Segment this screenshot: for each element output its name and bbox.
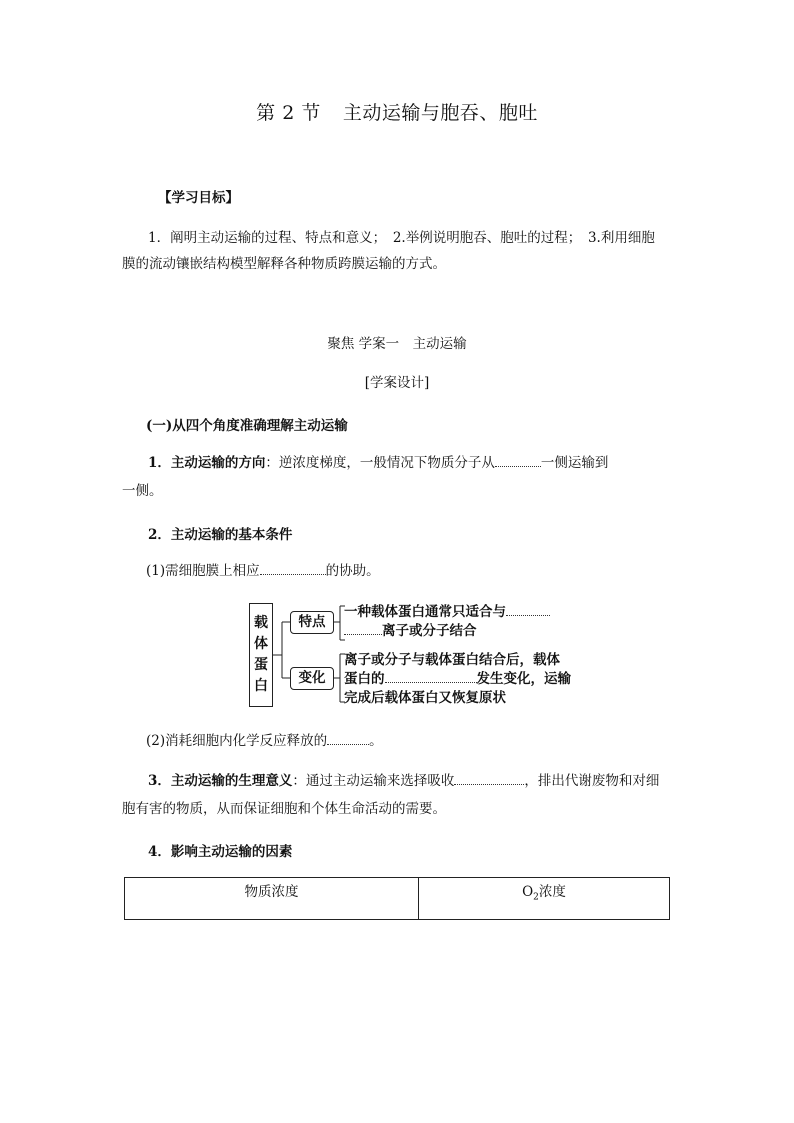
change-text-2a: 蛋白的 bbox=[344, 671, 385, 687]
item2-heading: 2．主动运输的基本条件 bbox=[148, 527, 293, 543]
table-header-cell bbox=[125, 878, 419, 920]
item2-sub2-text-b: 。 bbox=[369, 733, 383, 749]
change-line-3: 完成后载体蛋白又恢复原状 bbox=[344, 690, 506, 706]
diagram-root-char: 白 bbox=[254, 678, 268, 694]
substance-concentration-header: 物质浓度 bbox=[244, 884, 299, 900]
objectives-line-1: 1．阐明主动运输的过程、特点和意义； 2.举例说明胞吞、胞吐的过程； 3.利用细胞 bbox=[148, 230, 655, 246]
item1-text-b: 一侧运输到 bbox=[540, 455, 609, 471]
diagram-root-char: 载 bbox=[254, 615, 268, 631]
objectives-heading: 【学习目标】 bbox=[158, 190, 239, 206]
fill-blank[interactable] bbox=[385, 670, 477, 683]
fill-blank[interactable] bbox=[344, 622, 382, 635]
fill-blank[interactable] bbox=[454, 772, 524, 785]
feature-text-1: 一种载体蛋白通常只适合与 bbox=[344, 604, 506, 620]
factors-table bbox=[124, 877, 670, 920]
item4-heading: 4．影响主动运输的因素 bbox=[148, 844, 293, 860]
item3-line-1 bbox=[148, 768, 659, 794]
part1-heading: (一)从四个角度准确理解主动运输 bbox=[146, 418, 348, 434]
item1-line-2: 一侧。 bbox=[122, 483, 163, 499]
change-text-2b: 发生变化，运输 bbox=[476, 671, 571, 687]
item3-label: 3．主动运输的生理意义 bbox=[148, 773, 293, 789]
item2-sub1-text-b: 的协助。 bbox=[325, 563, 380, 579]
item1-label: 1．主动运输的方向 bbox=[148, 455, 266, 471]
title-section-number: 第 2 节 bbox=[256, 102, 321, 124]
change-node-label: 变化 bbox=[298, 670, 326, 686]
item2-sub1-text-a: (1)需细胞膜上相应 bbox=[146, 563, 260, 579]
table-header-cell bbox=[419, 878, 670, 920]
feature-node-label: 特点 bbox=[298, 614, 326, 630]
item2-sub2-text-a: (2)消耗细胞内化学反应释放的 bbox=[146, 733, 328, 749]
fill-blank[interactable] bbox=[506, 603, 550, 616]
section-subtitle: [学案设计] bbox=[364, 375, 430, 391]
objectives-line-2: 膜的流动镶嵌结构模型解释各种物质跨膜运输的方式。 bbox=[122, 256, 446, 272]
item2-sub2 bbox=[146, 728, 383, 754]
oxygen-symbol: O bbox=[522, 884, 534, 900]
branch-connector bbox=[273, 622, 290, 678]
section-title: 聚焦 学案一 主动运输 bbox=[327, 336, 467, 352]
oxygen-subscript: 2 bbox=[533, 892, 539, 903]
item3-text-a: ：通过主动运输来选择吸收 bbox=[292, 773, 455, 789]
feature-line-2 bbox=[344, 620, 477, 642]
feature-text-2: 离子或分子结合 bbox=[382, 623, 477, 639]
item3-line-2: 胞有害的物质，从而保证细胞和个体生命活动的需要。 bbox=[122, 801, 446, 817]
diagram-root-char: 体 bbox=[254, 636, 268, 652]
title-text: 主动运输与胞吞、胞吐 bbox=[342, 102, 538, 124]
item3-text-b: ，排出代谢废物和对细 bbox=[524, 773, 660, 789]
table-row bbox=[125, 878, 670, 920]
item1-text-a: ：逆浓度梯度，一般情况下物质分子从 bbox=[265, 455, 495, 471]
oxygen-concentration-header: 浓度 bbox=[538, 884, 566, 900]
change-line-1: 离子或分子与载体蛋白结合后，载体 bbox=[344, 652, 560, 668]
diagram-root-char: 蛋 bbox=[254, 657, 268, 673]
fill-blank[interactable] bbox=[327, 732, 369, 745]
